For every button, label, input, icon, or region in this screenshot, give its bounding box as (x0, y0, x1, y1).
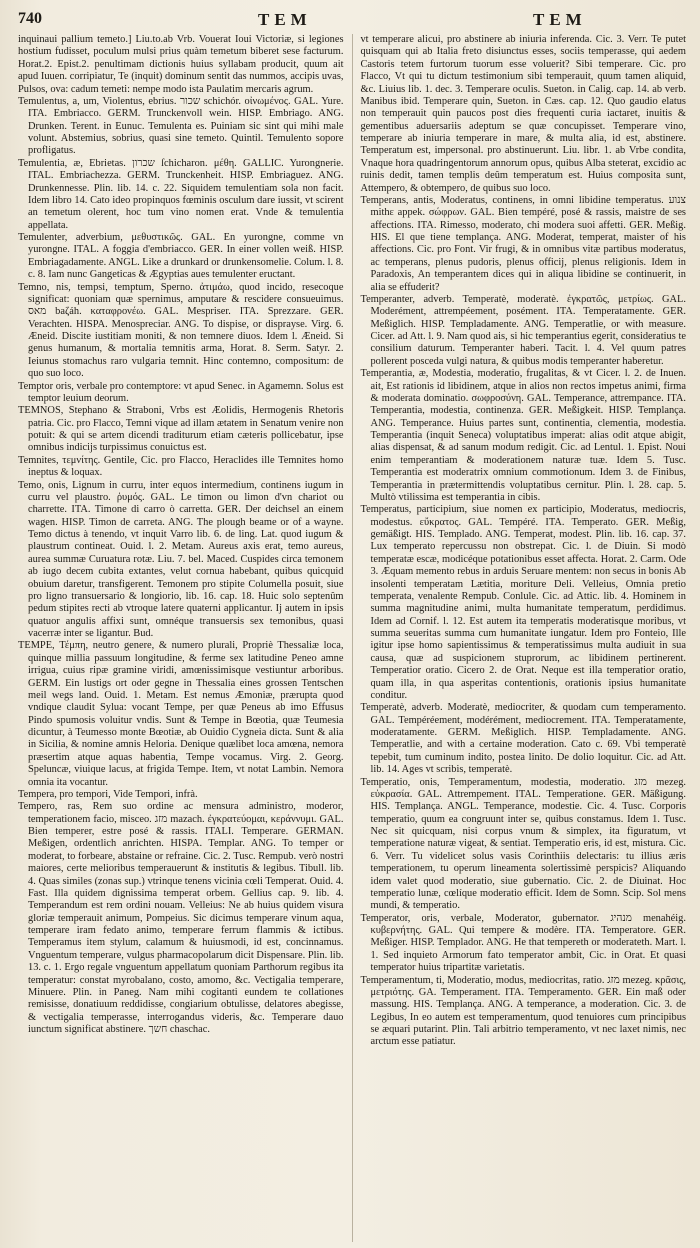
column-divider (352, 34, 353, 1242)
dictionary-entry: Temperatè, adverb. Moderatè, mediocriter, & quodam cum temperamento. GAL. Tempéréement, modérément, mediocrement. ITA. Temperatamente, moderatamente. GERM. Meßiglich. HISP. Templadamente. ANG. Temperatlie, and with a certaine moderation. Cato c. 69. Vbi temperatè tepebit, tum cuminum indito, postea linito. De dolio loquitur. Cic. ad Att. lib. 14. Ages vt scribis, temperatè. (360, 702, 686, 776)
dictionary-entry: Temnites, τεμνίτης. Gentile, Cic. pro Flacco, Heraclides ille Temnites homo ineptus & loquax. (18, 454, 344, 479)
dictionary-entry: Temulenter, adverbium, μεθυστικῶς. GAL. En yurongne, comme vn yurongne. ITAL. A foggia d'embriacco. GER. In einer vollen weiß. HISP. Embriagadamente. ANGL. Like a drunkard or drunkensomelie. Colum. l. 8. c. 8. Iam nunc Gangeticas & Ægyptias aues temulenter eructant. (18, 232, 344, 281)
two-column-body (18, 34, 686, 1242)
right-running-heading: TEM (533, 10, 587, 29)
left-column (18, 34, 344, 1242)
dictionary-entry: Tempera, pro tempori, Vide Tempori, infrà. (18, 788, 198, 800)
left-running-heading: TEM (258, 10, 312, 29)
dictionary-entry: Temperamentum, ti, Moderatio, modus, mediocritas, ratio. מזג mezeg. κρᾶσις, μετριότης. GA. Temperament. ITA. Temperamento. GER. Ein maß oder massung. HIS. Templança. ANG. A temperance, a moderation. Cic. 3. de Legibus, In eo autem est temperamentum, quod tenuiores cum principibus se æquari putarint. Plin. Tali arbitrio temperamento, vt nec laxet nimis, nec arctum esse patiatur. (360, 974, 686, 1048)
dictionary-entry: Temperanter, adverb. Temperatè, moderatè. ἐγκρατῶς, μετρίως. GAL. Moderément, attrempéement, posément. ITA. Temperatamente. GER. Meßiglich. HISP. Templadamente. ANG. Temperatlie, or with measure. Cicer. ad Att. l. 9. Nam quod ais, si hic temperantius egerit, consideratius te consilium daturum. Temperanter haberi. Tacit. l. 4. Vel quum patres pollerent posceda vulgi natura, & quibus modis temperanter haberetur. (360, 293, 686, 367)
dictionary-entry: Temperans, antis, Moderatus, continens, in omni libidine temperatus. צנוע mithε appek. σώφρων. GAL. Bien tempéré, posé & rassis, maistre de ses affections. ITA. Rimesso, moderato, chi modera suoi affetti. GER. Meßig. HIS. El que tiene templança. ANG. Moderat, temperat, maister of his affections. Cic. pro Font. Vir frugi, & in omnibus vitæ partibus moderatus, ac temperans, plenus pudoris, plenus officij, plenus religionis. Idem in Paradoxis, An temperantem dices qui in aliqua libidine se continuerit, in alia se effuderit? (360, 194, 686, 293)
dictionary-entry: Temo, onis, Lignum in curru, inter equos intermedium, continens iugum in curru vel plaustro. ῥυμός. GAL. Le timon ou limon d'vn chariot ou charrette. ITA. Timone di carro ò carretta. GER. Der deichsel an einem wagen. HISP. Timon de carreta. ANG. The plough beame or of a wayne. Temo dictus à tenendo, vt inquit Varro lib. 6. de ling. Lat. quod iugum & plaustrum contineat. Ouid. l. 2. Metam. Aureus axis erat, temo aureus, aurea summæ Curuatura rotæ. Liu. 7. bel. Maced. Cuspides circa temonem ab iugo decem cubita extantes, velut cornua habebant, quibus quicquid obuium daretur, transfigerent. Temonem pro stipite Columella posuit, siue pro ligno transuersario & longiorio, lib. 16. cap. 18. Huic solo septenûm pedum stipites recti ab vtroque latere quaterni applicantur. Ij autem in ipsis quatuor angulis affixi sunt, omnéque transuersis sex temonibus, quasi vacerræ inter se ligantur. Bud. (18, 479, 344, 639)
running-header (18, 10, 686, 32)
dictionary-entry: Temulentus, a, um, Violentus, ebrius. שכור schichór. οἰνωμένος. GAL. Yure. ITA. Embriacco. GERM. Trunckenvoll wein. HISP. Embriago. ANG. Drunken. Terent. in Eunuc. Temulenta es. Puiniam sic sint qui mihi male volunt. Abstemius, sobrius, quasi sine temeto. Quintil. Temulento sopore profligatus. (18, 95, 344, 157)
right-column (360, 34, 686, 1242)
dictionary-entry: Temperator, oris, verbale, Moderator, gubernator. מנהיג menahéig. κυβερνήτης. GAL. Qui tempere & modère. ITA. Temperatore. GER. Meßiger. HISP. Templador. ANG. He that tempereth or moderateth. Mart. l. 1. Sed inquieto Armorum fato temperator ambit, Cic. in Orat. Et quasi temperator huius tripartitæ varietatis. (360, 912, 686, 974)
dictionary-entry: Temperantia, æ, Modestia, moderatio, frugalitas, & vt Cicer. l. 2. de Inuen. ait, Est rationis id libidinem, atque in alios non rectos impetus animi, firma & moderata dominatio. σωφροσύνη. GAL. Temperance, attrempance. ITA. Temperantia, modestia, continenza. GER. Meßigkeit. HISP. Templança. ANG. Temperance. Huius partes sunt, continentia, clementia, modestia. Temperantia (inquit Seneca) voluptatibus imperat: alias odit atque abigit, alias dispensat, & ad sanum modum redigit. Cic. ad Lentul. 1. Epist. Noui enim temperantiam & moderationem naturæ tuæ. Idem 5. Tusc. Temperantia est moderatrix omnium commotionum. Idem 3. de Finibus, Temperantia in prætermittendis voluptatibus cernitur. Plin. l. 28. cap. 5. Multò vtilissima est temperantia in cibis. (360, 368, 686, 503)
dictionary-entry: Tempero, ras, Rem suo ordine ac mensura administro, moderor, temperationem facio, misceo. מזג mazach. ἐγκρατεύομαι, κεράννυμι. GAL. Bien temperer, estre posé & rassis. ITALI. Temperare. GERMAN. Meßigen, ordentlich anrichten. HISPA. Templar. ANG. To temper or moderat, to forbeare, abstaine or refraine. Cic. 2. Tusc. Rempub. verò nostri maiores, certe melioribus temperauerunt & institutis & legibus. Tibull. lib. 4. Quas similes (zonas sup.) vtrinque tenens vicinia cœli Temperat. Ouid. 4. Fast. Illa quidem dignissima temperat orbem. Gellius cap. 9. lib. 4. Temperandum est rem ordini nouam. Velleius: Ne ab huius quidem visura gloriæ temperauit animum, Pompeius. Sic dicimus temperare vinum aqua, temperare iram fedato animo, temperare ferrum flammis & ictibus. Temperamus item stylum, calamum & huiusmodi, id est, concinnamus. Vnguentum temperare, vulgus pharmacopolarum dicit Dispensare. Plin. lib. 13. c. 1. Ergo regale vnguentum appellatum quoniam Parthorum regibus ita temperatur: constat myrobalano, costo, amomo, &c. Vectigalia temperare, Minuere. Plin. in Paneg. Nam mihi cogitanti eundem te collationes remisisse, donatiuum reddidisse, congiarium obtulisse, delatores abegisse, & vectigalia temperasse, interrogandus videris, &c. Temperare dauo iunctum significat abstinere. חשך chaschac. (18, 801, 344, 1035)
dictionary-entry: Temulentia, æ, Ebrietas. שכרון ſchicharon. μέθη. GALLIC. Yurongnerie. ITAL. Embriachezza. GERM. Trunckenheit. HISP. Embriaguez. ANG. Drunkennesse. Plin. lib. 14. c. 22. Siquidem temulentiam sola non facit. Idem libro 14. Cato ideo propinquos fœminis osculum dare iussit, vt scirent an temetum olerent, hoc tum vino nomen erat. Vnde & temulentia appellata. (18, 157, 344, 231)
dictionary-entry: vt temperare alicui, pro abstinere ab iniuria inferenda. Cic. 3. Verr. Te putet quisquam qui ab Italia freto disiunctus esses, sociis temperasse, qui aedem Castoris tetem furtorum tuorum esse voluerit? Sibi temperare. Cic. pro Flacco, Vt qui tu dictum testimonium sibi temperauit, quum tamen aliquid, &c. Liuius lib. 1. dec. 3. Temperare oculis. Sueton. in Calig. cap. 14. ab verb. Manibus ibid. Temperare quin, Sueton. in Cæs. cap. 12. Quo gaudio elatus non temperauit quin paucos post dies frequenti curia iactaret, inuitis & gementibus aduersariis adeptum se quæ concupisset. Temperare vino, temperare ab iniuria temperare in mare, & multa alia, id est, abstinere. Temperatum est, impersonal. pro abstinuerunt. Liu. libr. 1. ab Vrbe condita, Vnaque hora quadringentorum annorum opus, quibus Alba steterat, excidio ac ruinis dedit, tamen templis deûm temperatum est. Huius composita sunt, Attempero, & obtempero, de quibus suo loco. (360, 34, 686, 194)
dictionary-entry: Temptor oris, verbale pro contemptore: vt apud Senec. in Agamemn. Solus est temptor leuium deorum. (18, 380, 344, 404)
dictionary-entry: TEMNOS, Stephano & Straboni, Vrbs est Æolidis, Hermogenis Rhetoris patria. Cic. pro Flacco, Temni vique ad illam ætatem in Senatum venire non potuit: & qui se artem dicendi traditurum etiam cæteris pollicebatur, ipse omnibus indicijs turpissimus conuictus est. (18, 405, 344, 454)
dictionary-entry: inquinaui pallium temeto.] Liu.to.ab Vrb. Vouerat Ioui Victoriæ, si legiones hostium fudisset, poculum mulsi prius quàm temetum biberet sese facturum. Horat.2. Epist.2. penultimam dictionis huius syllabam producit, quum ait apud Iuuen. corripiatur, Te (inquit) dominum sentit das nummos, accipis uvas, Pulsos, ova: cadum temeti: nempe modo ista Paulatim mercaris agrum. (18, 34, 344, 95)
dictionary-entry: Temperatio, onis, Temperamentum, modestia, moderatio. מזג mezeg. εὐκρασία. GAL. Attrempement. ITAL. Temperatione. GER. Mäßigung. HIS. Templança. ANGL. Temperance, modestie. Cic. 4. Tusc. Corporis temperatio, quum ea congruunt inter se, quibus constamus. Idem 1. Tusc. Nec sit quicquam, nisi corpus vnum & simplex, ita figuratum, vt temperatione naturæ vigeat, & sentiat. Temperatio eris, id est, mistura. Cic. 6. Verr. Tu videlicet solus vasis Corinthiis delectaris: tu illius æris temperationem, tu operum lineamenta solertissimè perspicis? Aliquando idem valet quod moderatio, siue gubernatio. Cic. 2. de Diuinat. Hoc temperatio lunæ, cœlíque moderatio efficit. Idem de Somn. Scip. Sol mens mundi, & temperatio. (360, 776, 686, 912)
dictionary-entry: Temno, nis, tempsi, temptum, Sperno. ἀτιμάω, quod incido, resecoque significat: quoniam quæ spernimus, amputare & rescidere consueuimus. מאס baζáh. καταφρονέω. GAL. Mespriser. ITA. Sprezzare. GER. Verachten. HISPA. Menospreciar. ANG. To dispise, or disprayse. Virg. 6. Æneid. Discite iustitiam moniti, & non temnere diuos. Idem l. Æneid. Si genus humanum, & mortalia temnitis arma, Horat. 8. Serm. Satyr. 2. Ieiunus stomachus raro vulgaria temnit. Hinc contemno, compositum: de quo suo loco. (18, 281, 344, 380)
dictionary-entry: TEMPE, Τέμπη, neutro genere, & numero plurali, Propriè Thessaliæ loca, quinque millia passuum longitudine, & ferme sex latitudine Peneo amne irrigua, cuius ripæ gramine viridi, amœnissimisque vestiuntur arboribus. GERM. Ein lustigs ort oder gegne in Thessalia eines grossen Tentschen meil wegs land. Ouid. 1. Metam. Est nemus Æmoniæ, prærupta quod vndique claudit Sylua: vocant Tempe, per quæ Peneus ab imo Effusus Pindo spumosis voluitur vndis. Sunt & Tempe in Bœotia, quæ Teumesia dicuntur, à Teumesso monte Bœotiæ, ab Ouidio Cygneia dicta. Sunt & alia in Sicilia, & nomine amnis Heloria. Denique quælibet loca amœna, nemora præsertim atque aquas habentia, Tempe vocamus. Virg. 2. Georg. Speluncæ, viuique lacus, at frigida Tempe. Item, vt notat Lambin. Nemora omnia ita vocantur. (18, 640, 344, 788)
page-number: 740 (18, 10, 42, 27)
dictionary-entry: Temperatus, participium, siue nomen ex participio, Moderatus, mediocris, modestus. εὔκρατος. GAL. Tempéré. ITA. Temperato. GER. Meßig, gemäßigt. HIS. Templado. ANG. Temperat, modest. Plin. lib. 16. cap. 37. Lux temperato repercussu non obstrepat. Cic. l. de Diuin. Si modò temperatæ escæ, modicéque potationibus esset affecta. Horat. 2. Carm. Ode 3. Æquam memento rebus in arduis Seruare mentem: non secus in bonis Ab insolenti temperatam Lætitia, moriture Deli. Velleius, Omnia pretio temperata, venalente Rempub. Conlule. Cic. ad Attic. lib. 4. Hominem in summa magnitudine animi, multa humanitate temperatum, perdidimus. Idem ad Cornif. l. 12. Est autem ita temperatis moderatisque moribus, vt summa seueritas summa cum humanitate iungatur. Idem pro Fonteio, Ille igitur ipse homo sapientissimus & temperatissimus multa audiuit in sua causa, quæ ad suspicionem stuprorum, ac libidinem pertinerent. Temperatior oratio. Cicero 2. de Orat. Neque est illa temperatior oratio, quam illa, in qua asperitas contentionis, orationis ipsius humanitate conditur. (360, 504, 686, 701)
